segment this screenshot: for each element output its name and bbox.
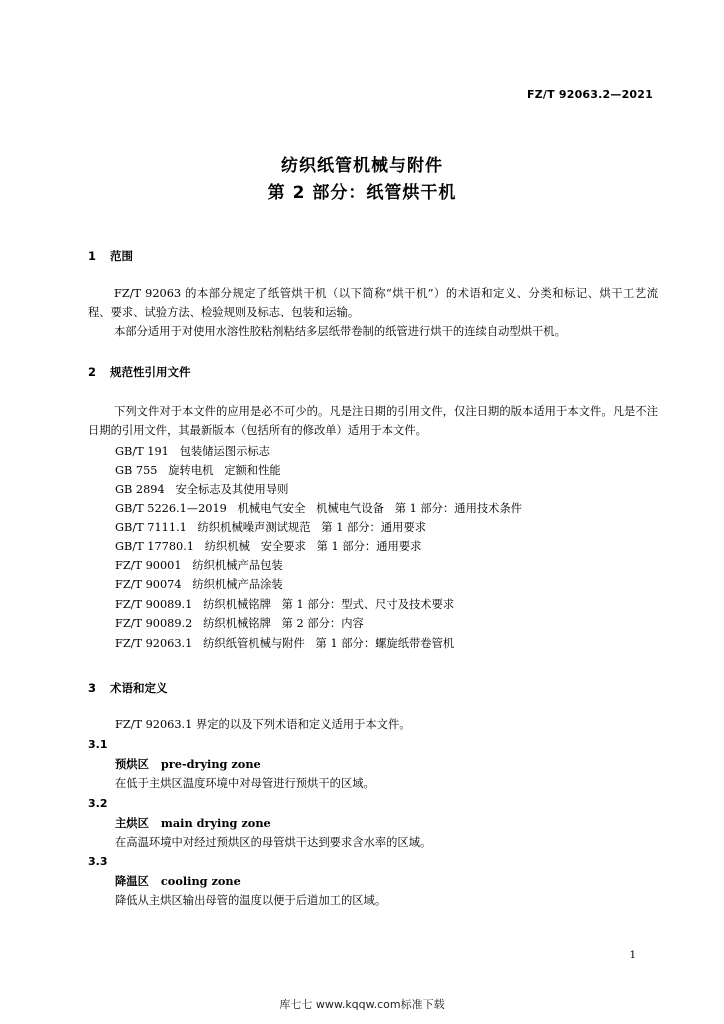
- download-watermark[interactable]: 库七七 www.kqqw.com标准下载: [279, 998, 445, 1011]
- reference-item: FZ/T 90001 纺织机械产品包装: [115, 559, 283, 572]
- document-title: 纺织纸管机械与附件: [281, 156, 443, 176]
- clause-number: 3.2: [88, 797, 108, 810]
- reference-item: GB/T 191 包装储运图示标志: [115, 445, 270, 458]
- reference-item: FZ/T 92063.1 纺织纸管机械与附件 第 1 部分：螺旋纸带卷管机: [115, 637, 455, 650]
- term-entry: [115, 815, 271, 831]
- document-subtitle: 第 2 部分：纸管烘干机: [267, 183, 457, 203]
- reference-item: FZ/T 90089.1 纺织机械铭牌 第 1 部分：型式、尺寸及技术要求: [115, 598, 455, 611]
- reference-item: FZ/T 90089.2 纺织机械铭牌 第 2 部分：内容: [115, 617, 364, 630]
- term-en: cooling zone: [160, 874, 241, 888]
- term-entry: [115, 873, 241, 889]
- normative-paragraph: 下列文件对于本文件的应用是必不可少的。凡是注日期的引用文件，仅注日期的版本适用于本文件。凡是不注日期的引用文件，其最新版本（包括所有的修改单）适用于本文件。: [88, 405, 658, 437]
- section-number: 1: [88, 249, 97, 263]
- clause-number: 3.1: [88, 738, 108, 751]
- term-definition: 在高温环境中对经过预烘区的母管烘干达到要求含水率的区域。: [115, 836, 432, 849]
- section-heading-scope: [88, 248, 133, 264]
- reference-item: GB 755 旋转电机 定额和性能: [115, 464, 281, 477]
- section-heading-terms: [88, 680, 168, 696]
- reference-item: FZ/T 90074 纺织机械产品涂装: [115, 578, 283, 591]
- term-en: main drying zone: [160, 816, 271, 830]
- terms-intro: FZ/T 92063.1 界定的以及下列术语和定义适用于本文件。: [115, 718, 411, 731]
- term-zh: 主烘区: [115, 816, 149, 830]
- clause-number: 3.3: [88, 855, 108, 868]
- section-heading-normative: [88, 364, 191, 380]
- term-zh: 预烘区: [115, 757, 149, 771]
- scope-paragraph-1: FZ/T 92063 的本部分规定了纸管烘干机（以下简称“烘干机”）的术语和定义、分类和标记、烘干工艺流程、要求、试验方法、检验规则及标志、包装和运输。: [88, 287, 658, 319]
- term-en: pre-drying zone: [160, 757, 261, 771]
- reference-item: GB/T 17780.1 纺织机械 安全要求 第 1 部分：通用要求: [115, 540, 422, 553]
- term-definition: 在低于主烘区温度环境中对母管进行预烘干的区域。: [115, 777, 375, 790]
- scope-paragraph-2: 本部分适用于对使用水溶性胶粘剂粘结多层纸带卷制的纸管进行烘干的连续自动型烘干机。: [114, 325, 566, 338]
- section-title: 范围: [110, 249, 134, 263]
- term-zh: 降温区: [115, 874, 149, 888]
- standard-code: FZ/T 92063.2—2021: [527, 88, 653, 101]
- reference-item: GB/T 7111.1 纺织机械噪声测试规范 第 1 部分：通用要求: [115, 521, 427, 534]
- term-definition: 降低从主烘区输出母管的温度以便于后道加工的区域。: [115, 894, 387, 907]
- page-number: 1: [629, 950, 636, 961]
- reference-item: GB/T 5226.1—2019 机械电气安全 机械电气设备 第 1 部分：通用技术条件: [115, 502, 523, 515]
- section-title: 规范性引用文件: [110, 365, 191, 379]
- section-number: 3: [88, 681, 97, 695]
- term-entry: [115, 756, 261, 772]
- section-number: 2: [88, 365, 97, 379]
- reference-item: GB 2894 安全标志及其使用导则: [115, 483, 289, 496]
- section-title: 术语和定义: [110, 681, 168, 695]
